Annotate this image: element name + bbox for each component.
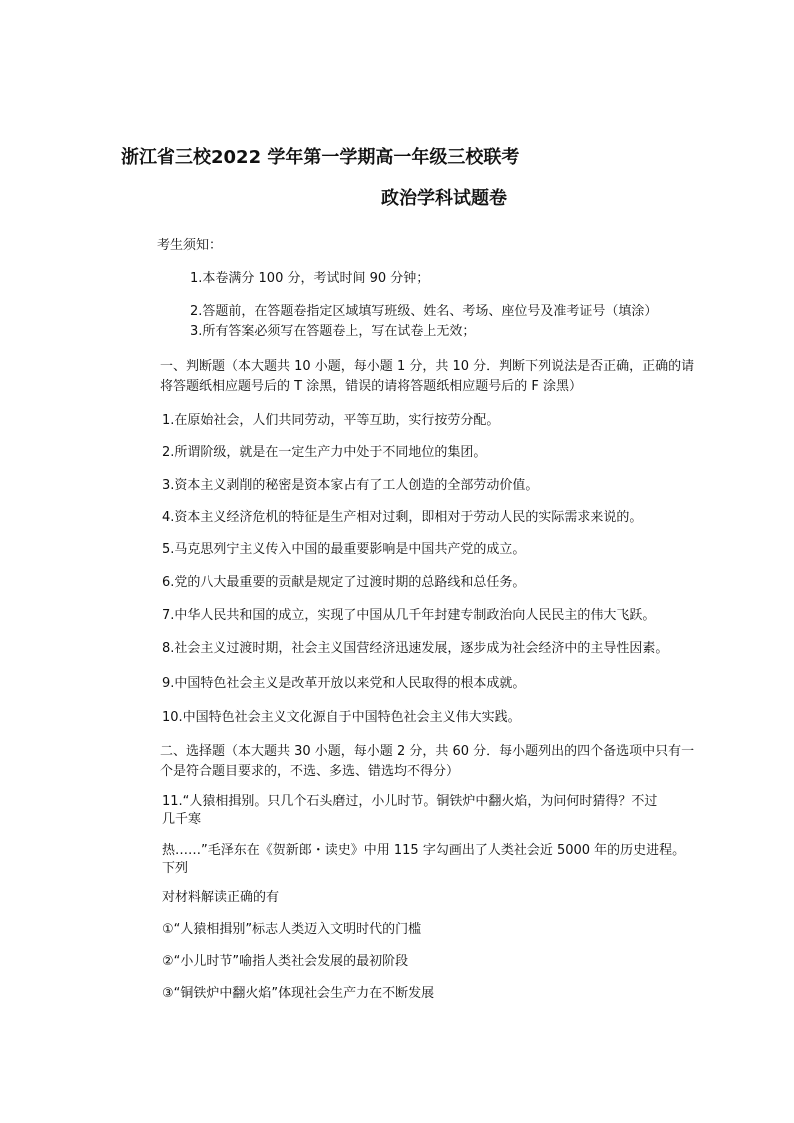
exam-subject: 政治学科试题卷 xyxy=(381,188,507,209)
judgment-question: 3.资本主义剥削的秘密是资本家占有了工人创造的全部劳动价值。 xyxy=(162,478,539,493)
notice-item: 3.所有答案必须写在答题卷上，写在试卷上无效； xyxy=(190,324,476,339)
exam-title: 浙江省三校2022 学年第一学期高一年级三校联考 xyxy=(121,147,520,168)
notice-heading: 考生须知： xyxy=(157,238,223,253)
judgment-question: 7.中华人民共和国的成立，实现了中国从几千年封建专制政治向人民民主的伟大飞跃。 xyxy=(162,608,656,623)
q11-stem-line: 对材料解读正确的有 xyxy=(162,890,280,905)
judgment-question: 2.所谓阶级，就是在一定生产力中处于不同地位的集团。 xyxy=(162,445,487,460)
judgment-question: 9.中国特色社会主义是改革开放以来党和人民取得的根本成就。 xyxy=(162,676,526,691)
notice-item: 1.本卷满分 100 分，考试时间 90 分钟； xyxy=(190,271,430,286)
section1-instructions: 一、判断题（本大题共 10 小题，每小题 1 分，共 10 分．判断下列说法是否正确，正确的请将答题纸相应题号后的 T 涂黑，错误的请将答题纸相应题号后的 F 涂黑） xyxy=(160,359,695,394)
notice-item: 2.答题前，在答题卷指定区域填写班级、姓名、考场、座位号及准考证号（填涂） xyxy=(190,304,658,319)
q11-option: ②“小儿时节”喻指人类社会发展的最初阶段 xyxy=(162,954,409,969)
q11-stem-line: 11.“人猿相揖别。只几个石头磨过，小儿时节。铜铁炉中翻火焰，为问何时猜得？不过 xyxy=(162,794,658,809)
q11-option: ③“铜铁炉中翻火焰”体现社会生产力在不断发展 xyxy=(162,986,435,1001)
section2-instructions: 二、选择题（本大题共 30 小题，每小题 2 分，共 60 分．每小题列出的四个备选项中只有一个是符合题目要求的，不选、多选、错选均不得分） xyxy=(160,744,695,779)
q11-stem-line: 几千寒 xyxy=(162,812,202,827)
judgment-question: 6.党的八大最重要的贡献是规定了过渡时期的总路线和总任务。 xyxy=(162,575,526,590)
judgment-question: 4.资本主义经济危机的特征是生产相对过剩，即相对于劳动人民的实际需求来说的。 xyxy=(162,510,643,525)
judgment-question: 1.在原始社会，人们共同劳动，平等互助，实行按劳分配。 xyxy=(162,413,500,428)
judgment-question: 10.中国特色社会主义文化源自于中国特色社会主义伟大实践。 xyxy=(162,710,521,725)
q11-option: ①“人猿相揖别”标志人类迈入文明时代的门槛 xyxy=(162,922,422,937)
judgment-question: 8.社会主义过渡时期，社会主义国营经济迅速发展，逐步成为社会经济中的主导性因素。 xyxy=(162,641,669,656)
q11-stem-line: 热……”毛泽东在《贺新郎・读史》中用 115 字勾画出了人类社会近 5000 年的历史进程。 xyxy=(162,843,686,858)
q11-stem-line: 下列 xyxy=(162,861,189,876)
judgment-question: 5.马克思列宁主义传入中国的最重要影响是中国共产党的成立。 xyxy=(162,542,526,557)
